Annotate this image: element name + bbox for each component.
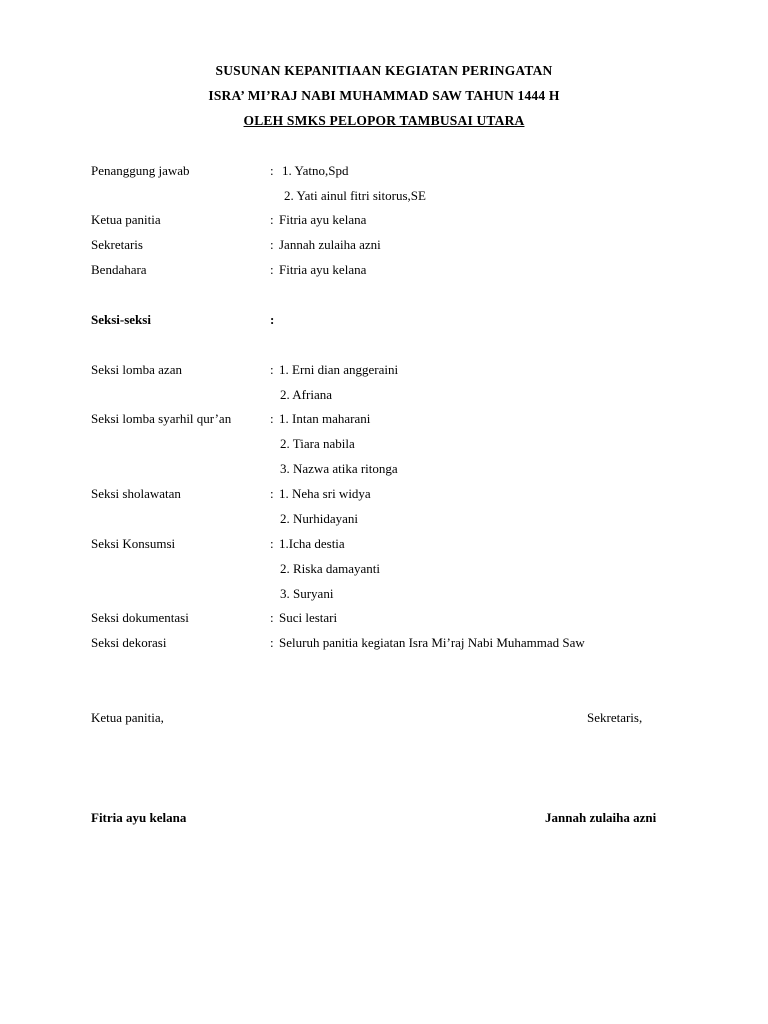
row-value: 1. Neha sri widya [279, 486, 371, 501]
committee-row-sekretaris [0, 237, 768, 257]
document-title-line-2: ISRA’ MI’RAJ NABI MUHAMMAD SAW TAHUN 1444 H [208, 88, 560, 103]
row-separator: : [270, 237, 274, 252]
row-value: 2. Tiara nabila [280, 436, 355, 451]
committee-row-continuation [0, 586, 768, 606]
committee-row-bendahara [0, 262, 768, 282]
signature-right-name: Jannah zulaiha azni [545, 810, 657, 825]
row-value: Fitria ayu kelana [279, 212, 367, 227]
row-separator: : [270, 411, 274, 426]
row-separator: : [270, 536, 274, 551]
committee-row-seksi-lomba-syarhil [0, 411, 768, 431]
section-heading: Seksi-seksi [91, 312, 151, 327]
row-value: 1.Icha destia [279, 536, 345, 551]
row-value: Jannah zulaiha azni [279, 237, 381, 252]
committee-row-seksi-dokumentasi [0, 610, 768, 630]
row-separator: : [270, 163, 274, 178]
row-label: Seksi sholawatan [91, 486, 181, 501]
signature-right-role: Sekretaris, [587, 710, 643, 725]
row-separator: : [270, 212, 274, 227]
row-label: Seksi lomba syarhil qur’an [91, 411, 232, 426]
row-value: 2. Afriana [280, 387, 332, 402]
row-label: Seksi Konsumsi [91, 536, 176, 551]
row-separator: : [270, 312, 275, 327]
committee-row-continuation [0, 511, 768, 531]
row-label: Bendahara [91, 262, 147, 277]
committee-row-seksi-seksi [0, 312, 768, 332]
row-value: Fitria ayu kelana [279, 262, 367, 277]
row-separator: : [270, 635, 274, 650]
committee-row-continuation [0, 461, 768, 481]
row-label: Sekretaris [91, 237, 143, 252]
row-value: 3. Nazwa atika ritonga [280, 461, 398, 476]
row-value: Seluruh panitia kegiatan Isra Mi’raj Nabi Muhammad Saw [279, 635, 585, 650]
committee-row-seksi-dekorasi [0, 635, 768, 655]
committee-row-continuation [0, 436, 768, 456]
committee-row-continuation [0, 561, 768, 581]
row-label: Ketua panitia [91, 212, 161, 227]
row-separator: : [270, 262, 274, 277]
row-value: 1. Yatno,Spd [282, 163, 349, 178]
row-label: Penanggung jawab [91, 163, 190, 178]
committee-row-penanggung-jawab [0, 163, 768, 183]
row-separator: : [270, 362, 274, 377]
committee-row-seksi-lomba-azan [0, 362, 768, 382]
row-separator: : [270, 610, 274, 625]
committee-row-ketua-panitia [0, 212, 768, 232]
row-value: Suci lestari [279, 610, 338, 625]
row-value: 1. Intan maharani [279, 411, 371, 426]
row-value: 1. Erni dian anggeraini [279, 362, 399, 377]
row-label: Seksi lomba azan [91, 362, 182, 377]
row-value: 2. Yati ainul fitri sitorus,SE [284, 188, 426, 203]
signature-left-role: Ketua panitia, [91, 710, 164, 725]
committee-row-seksi-sholawatan [0, 486, 768, 506]
signature-left-name: Fitria ayu kelana [91, 810, 187, 825]
committee-row-continuation [0, 188, 768, 208]
committee-row-continuation [0, 387, 768, 407]
committee-row-seksi-konsumsi [0, 536, 768, 556]
row-label: Seksi dekorasi [91, 635, 167, 650]
row-value: 2. Nurhidayani [280, 511, 358, 526]
row-value: 3. Suryani [280, 586, 334, 601]
document-title-line-1: SUSUNAN KEPANITIAAN KEGIATAN PERINGATAN [215, 63, 553, 78]
document-title-line-3: OLEH SMKS PELOPOR TAMBUSAI UTARA [243, 113, 525, 128]
row-value: 2. Riska damayanti [280, 561, 381, 576]
row-separator: : [270, 486, 274, 501]
row-label: Seksi dokumentasi [91, 610, 189, 625]
